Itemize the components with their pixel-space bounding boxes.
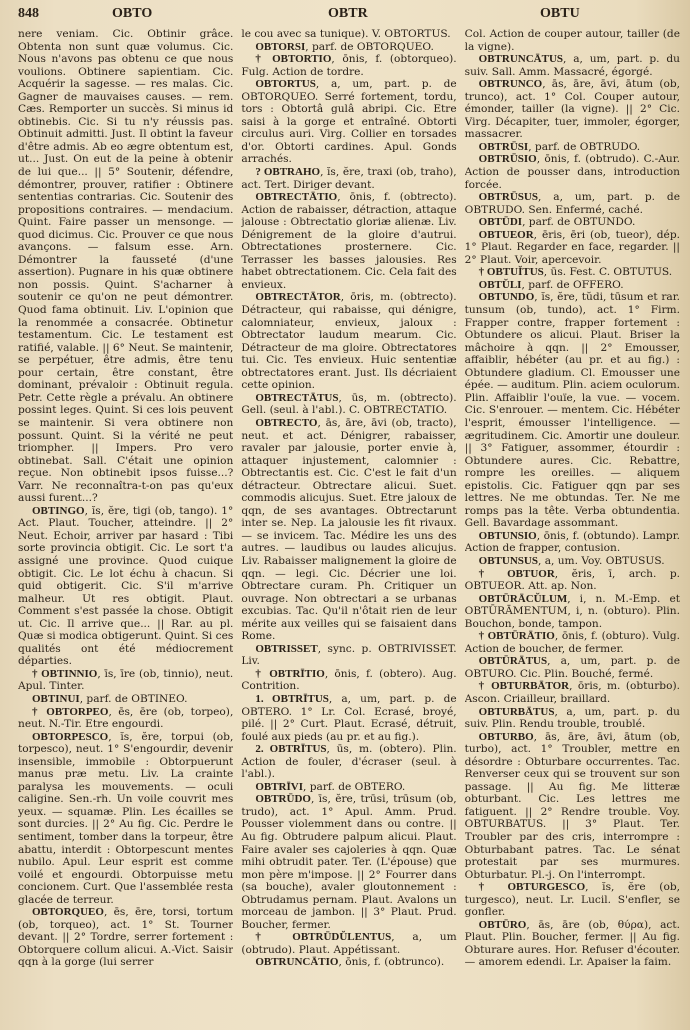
page-header xyxy=(0,0,690,28)
entry-headword: OBTŪDI xyxy=(478,216,523,229)
entry-definition: nere veniam. Cic. Obtinir grâce. Obtenta non sunt quæ volumus. Cic. Nous n'avons pas obtenu ce que nous voulions. Obtinere sapientiam. Cic. Acquérir la sagesse. — res malas. Cic. Gagner de mauvaises causes. — rem. Cæs. Remporter un succès. Si minus id obtinebis. Cic. Si tu n'y réussis pas. Obtinuit admitti. Just. Il obtint la faveur d'être admis. Ab eo ægre obtentum est, ut... Just. On eut de la peine à obtenir de lui que... || 5° Soutenir, défendre, démontrer, prouver, ratifier : Obtinere sententias contrarias. Cic. Soutenir des propositions contraires. — mendacium. Quint. Faire passer un mensonge. — quod dicimus. Cic. Prouver ce que nous avançons. — falsum esse. Arn. Démontrer la fausseté (d'une assertion). Pugnare in his quæ obtinere non possis. Quint. S'acharner à soutenir ce qu'on ne peut démontrer. Quod fama obtinuit. Liv. L'opinion que la renommée a consacrée. Obtinetur testamentum. Cic. Le testament est ratifié, valable. || 6° Neut. Se maintenir, se perpétuer, être admis, être tenu pour certain, être constant, être dominant, prévaloir : Obtinuit regula. Petr. Cette règle a prévalu. An obtinere possint leges. Quint. Si ces lois peuvent se maintenir. Si vera obtinere non possunt. Quint. Si la vérité ne peut triompher. || Impers. Pro vero obtinebat. Sall. C'était une opinion reçue. Non obtinebit ipsos fuisse...? Varr. Ne reconnaîtra-t-on pas qu'eux aussi furent...? xyxy=(18,28,234,505)
entry-definition: , ās, āre, āvi, ātum (ob, trunco), act. 1° Col. Couper autour, émonder, tailler (la vigne). || 2° Cic. Virg. Décapiter, tuer, immoler, égorger, massacrer. xyxy=(464,78,680,141)
dictionary-entry xyxy=(241,53,456,78)
entry-headword: OBTRECTĀTOR xyxy=(255,291,341,304)
dictionary-entry xyxy=(241,191,456,291)
entry-headword: † OBTORTIO xyxy=(255,53,332,66)
entry-definition: , ēs, ēre, torsi, tortum (ob, torqueo), act. 1° St. Tourner devant. || 2° Tordre, serrer fortement : Obtorquere collum alicui. A.-Vict. Saisir qqn à la gorge (lui serrer xyxy=(18,906,234,969)
entry-headword: † OBTURBĀTOR xyxy=(478,680,570,693)
dictionary-entry xyxy=(241,41,456,54)
page-number: 848 xyxy=(18,6,39,21)
entry-definition: le cou avec sa tunique). V. OBTORTUS. xyxy=(241,28,451,40)
entry-definition: , parf. de OBTRUDO. xyxy=(528,140,641,153)
dictionary-entry xyxy=(465,291,680,529)
dictionary-entry xyxy=(465,266,680,279)
dictionary-entry xyxy=(18,668,233,693)
dictionary-entry xyxy=(241,931,456,956)
entry-definition: , ĭs, ĕre (ob, turgesco), neut. Lr. Lucil. S'enfler, se gonfler. xyxy=(464,881,680,919)
entry-headword: † OBTŪRĀTIO xyxy=(478,630,555,643)
entry-headword: OBTORQUEO xyxy=(32,906,104,919)
dictionary-entry xyxy=(241,781,456,794)
entry-definition: , ĭs, ĕre, traxi (ob, traho), act. Tert. Diriger devant. xyxy=(241,166,457,191)
dictionary-entry xyxy=(465,153,680,191)
dictionary-entry xyxy=(18,706,233,731)
entry-definition: , a, um, part. p. du suiv. Plin. Rendu trouble, troublé. xyxy=(464,705,680,731)
entry-headword: † OBTINNIO xyxy=(32,667,98,680)
entry-headword: OBTRECTĀTIO xyxy=(255,191,338,204)
dictionary-entry xyxy=(465,593,680,631)
entry-definition: , ōnis, f. (obtorqueo). Fulg. Action de tordre. xyxy=(241,53,457,78)
entry-headword: OBTRĪVI xyxy=(255,780,304,793)
entry-definition: , a, um (obtrudo). Plaut. Appétissant. xyxy=(241,931,457,956)
entry-definition: , ōris, m. (obturbo). Ascon. Criailleur, braillard. xyxy=(464,680,680,705)
entry-headword: † OBTURGESCO xyxy=(478,881,586,894)
column-right xyxy=(465,28,680,1022)
dictionary-entry xyxy=(241,956,456,969)
entry-definition: , ūs. Fest. C. OBTUTUS. xyxy=(543,266,673,279)
entry-definition: , ōris, m. (obtrecto). Détracteur, qui rabaisse, qui dénigre, calomniateur, envieux, jaloux : Obtrectator laudum mearum. Cic. Détracteur de ma gloire. Obtrectatores tui. Cic. Tes envieux. Huic sententiæ obtrectatores erant. Just. Ils décriaient cette opinion. xyxy=(241,291,457,392)
entry-definition: , ūs, m. (obtero). Plin. Action de fouler, d'écraser (seul. à l'abl.). xyxy=(241,743,457,781)
entry-definition: , a, um, part. p. de OBTRUDO. Sen. Enfermé, caché. xyxy=(464,191,680,216)
entry-headword: OBTINUI xyxy=(32,692,80,705)
dictionary-entry xyxy=(465,28,680,53)
entry-definition: , ōnis, f. (obtundo). Lampr. Action de frapper, contusion. xyxy=(464,529,680,555)
dictionary-entry xyxy=(18,906,233,969)
entry-headword: 2. OBTRĪTUS xyxy=(255,743,327,756)
dictionary-entry xyxy=(465,630,680,655)
dictionary-entry xyxy=(465,731,680,882)
guide-word-middle: OBTR xyxy=(328,6,368,21)
dictionary-entry xyxy=(241,668,456,693)
dictionary-entry xyxy=(465,881,680,919)
entry-definition: , ōnis, f. (obtrecto). Action de rabaisser, détraction, attaque jalouse : Obtrectatio gloriæ alienæ. Liv. Dénigrement de la gloire d'autrui. Obtrectationes prosternere. Cic. Terrasser les basses jalousies. Res habet obtrectationem. Cic. Cela fait des envieux. xyxy=(241,191,457,291)
entry-headword: OBTUNSIO xyxy=(478,529,537,542)
entry-headword: † OBTRĪTIO xyxy=(255,667,325,680)
entry-headword: OBTUNDO xyxy=(478,291,535,304)
entry-definition: , ōnis, f. (obturo). Vulg. Action de boucher, de fermer. xyxy=(464,630,680,655)
entry-definition: Col. Action de couper autour, tailler (de la vigne). xyxy=(464,28,680,53)
guide-word-left: OBTO xyxy=(112,6,153,21)
entry-headword: OBTRECTĀTUS xyxy=(255,391,339,404)
dictionary-entry xyxy=(241,793,456,931)
dictionary-entry xyxy=(241,693,456,743)
entry-definition: , ēs, ēre (ob, torpeo), neut. N.-Tir. Etre engourdi. xyxy=(18,705,234,731)
entry-definition: , parf. de OBTUNDO. xyxy=(522,216,636,229)
dictionary-entry xyxy=(465,53,680,78)
entry-headword: OBTRŪSIO xyxy=(478,153,537,166)
entry-definition: , ōnis, f. (obtrunco). xyxy=(338,956,445,969)
text-columns xyxy=(18,28,680,1022)
entry-definition: , ĭs, ĕre, tŭdi, tūsum et rar. tunsum (ob, tundo), act. 1° Firm. Frapper contre, frapper fortement : Obtundere os alicui. Plaut. Briser la mâchoire à qqn. || 2° Emousser, affaiblir, hébéter (au pr. et au fig.) : Obtundere gladium. Cl. Emousser une épée. — auditum. Plin. aciem oculorum. Plin. Affaiblir l'ouïe, la vue. — vocem. Cic. S'enrouer. — mentem. Cic. Hébéter l'esprit, émousser l'intelligence. — ægritudinem. Cic. Amortir une douleur. || 3° Fatiguer, assommer, étourdir : Obtundere aures. Cic. Rebattre, rompre les oreilles. — aliquem epistolis. Cic. Fatiguer qqn par ses lettres. Ne me obtundas. Ter. Ne me romps pas la tête. Verba obtundentia. Gell. Bavardage assommant. xyxy=(464,291,680,530)
column-left xyxy=(18,28,233,1022)
dictionary-entry xyxy=(465,655,680,680)
dictionary-entry xyxy=(465,141,680,154)
dictionary-entry xyxy=(465,555,680,568)
entry-definition: , parf. de OBTORQUEO. xyxy=(305,40,434,53)
entry-definition: , i, n. M.-Emp. et OBTŪRĀMENTUM, i, n. (obturo). Plin. Bouchon, bonde, tampon. xyxy=(464,592,680,630)
dictionary-entry xyxy=(241,28,456,41)
entry-headword: 1. OBTRĪTUS xyxy=(255,692,329,705)
dictionary-entry xyxy=(465,680,680,705)
entry-headword: OBTŬLI xyxy=(478,278,522,291)
entry-definition: , īs, ĕre, trūsi, trūsum (ob, trudo), act. 1° Apul. Amm. Prud. Pousser violemment dans ou contre. || Au fig. Obtrudere palpum alicui. Plaut. Faire avaler ses cajoleries à qqn. Quæ mihi obtrudit pater. Ter. (L'épouse) que mon père m'impose. || 2° Fourrer dans (sa bouche), avaler gloutonnement : Obtrudamus pernam. Plaut. Avalons un morceau de jambon. || 3° Plaut. Prud. Boucher, fermer. xyxy=(241,793,457,931)
entry-headword: OBTORTUS xyxy=(255,78,316,91)
guide-word-right: OBTU xyxy=(540,6,580,21)
entry-definition: , īs, īre (ob, tinnio), neut. Apul. Tinter. xyxy=(18,667,234,693)
dictionary-entry xyxy=(241,417,456,643)
dictionary-entry xyxy=(241,743,456,781)
entry-headword: OBTURBO xyxy=(478,730,534,743)
entry-definition: , ĭs, ĕre, tigi (ob, tango). 1° Act. Plaut. Toucher, atteindre. || 2° Neut. Echoir, arriver par hasard : Tibi sorte provincia obtigit. Cic. Le sort t'a assigné une province. Quod cuique obtigit. Cic. Le lot échu à chacun. Si quid obtigerit. Cic. S'il m'arrive malheur. Ut res obtigit. Plaut. Comment s'est passée la chose. Obtigit ut. Cic. Il arrive que... || Rar. au pl. Quæ si modica obtigerunt. Quint. Si ces qualités ont été médiocrement départies. xyxy=(18,504,234,668)
entry-definition: , ās, āre, āvi (ob, tracto), neut. et act. Dénigrer, rabaisser, ravaler par jalousie, porter envie à, attaquer injustement, calomnier : Obtrectantis est. Cic. C'est le fait d'un détracteur. Obtrectare alicui. Suet. commodis alicujus. Suet. Etre jaloux de qqn, de ses avantages. Obtrectarunt inter se. Nep. La jalousie les fit rivaux. — se invicem. Tac. Médire les uns des autres. — laudibus ou laudes alicujus. Liv. Rabaisser malignement la gloire de qqn. — legi. Cic. Décrier une loi. Obtrectare curam. Ph. Critiquer un ouvrage. Non obtrectari a se urbanas excubias. Tac. Qu'il n'ôtait rien de leur mérite aux veilles qui se faisaient dans Rome. xyxy=(241,416,457,643)
dictionary-entry xyxy=(18,693,233,706)
entry-headword: OBTŪRO xyxy=(478,918,527,931)
entry-definition: , sync. p. OBTRIVISSET. Liv. xyxy=(241,642,457,668)
entry-headword: † OBTORPEO xyxy=(32,705,109,718)
dictionary-entry xyxy=(465,530,680,555)
dictionary-entry xyxy=(241,643,456,668)
dictionary-entry xyxy=(465,191,680,216)
dictionary-entry xyxy=(241,166,456,191)
entry-headword: OBTRUNCĀTUS xyxy=(478,53,564,66)
dictionary-entry xyxy=(18,28,233,505)
entry-headword: † OBTUOR xyxy=(478,567,555,580)
entry-headword: OBTRISSET xyxy=(255,642,318,655)
dictionary-entry xyxy=(465,229,680,267)
entry-headword: OBTUEOR xyxy=(478,228,534,241)
entry-headword: OBTRECTO xyxy=(255,416,318,429)
dictionary-entry xyxy=(465,78,680,141)
entry-headword: OBTORPESCO xyxy=(32,730,109,743)
dictionary-entry xyxy=(241,392,456,417)
entry-headword: † OBTRŪDŬLENTUS xyxy=(255,931,392,944)
entry-definition: , ās, āre (ob, θύρα), act. Plaut. Plin. Boucher, fermer. || Au fig. Obturare aures. Hor. Refuser d'écouter. — amorem edendi. Lr. Apaiser la faim. xyxy=(464,918,680,969)
entry-headword: OBTRUNCĀTIO xyxy=(255,956,339,969)
entry-definition: , ĕris, ī, arch. p. OBTUEOR. Att. ap. Non. xyxy=(464,567,680,593)
entry-definition: , a, um, part. p. du suiv. Sall. Amm. Massacré, égorgé. xyxy=(464,53,680,78)
entry-headword: OBTRŪSI xyxy=(478,140,529,153)
entry-definition: , parf. de OFFERO. xyxy=(521,278,624,291)
entry-definition: , a, um, part. p. de OBTERO. 1° Lr. Col. Ecrasé, broyé, pilé. || 2° Curt. Plaut. Ecrasé, détruit, foulé aux pieds (au pr. et au fig.). xyxy=(241,692,457,743)
entry-headword: OBTŪRĀTUS xyxy=(478,655,548,668)
entry-definition: , ēris, ēri (ob, tueor), dép. 1° Plaut. Regarder en face, regarder. || 2° Plaut. Voir, apercevoir. xyxy=(464,228,680,266)
entry-headword: OBTINGO xyxy=(32,504,85,517)
entry-definition: , ūs, m. (obtrecto). Gell. (seul. à l'abl.). C. OBTRECTATIO. xyxy=(241,391,457,417)
dictionary-entry xyxy=(465,706,680,731)
entry-headword: OBTRŪDO xyxy=(255,793,311,806)
dictionary-entry xyxy=(18,731,233,907)
dictionary-entry xyxy=(241,291,456,391)
entry-headword: OBTŪRĀCŬLUM xyxy=(478,592,568,605)
entry-headword: OBTUNSUS xyxy=(478,554,538,567)
entry-headword: ? OBTRAHO xyxy=(255,166,321,179)
entry-definition: , parf. de OBTERO. xyxy=(303,780,406,793)
entry-definition: , parf. de OBTINEO. xyxy=(79,692,188,705)
entry-headword: OBTRŪSUS xyxy=(478,191,538,204)
dictionary-entry xyxy=(465,216,680,229)
entry-definition: , a, um. Voy. OBTUSUS. xyxy=(537,554,665,567)
dictionary-entry xyxy=(241,78,456,166)
dictionary-entry xyxy=(18,505,233,668)
entry-headword: OBTURBĀTUS xyxy=(478,705,555,718)
dictionary-entry xyxy=(465,568,680,593)
dictionary-entry xyxy=(465,279,680,292)
entry-definition: , ĭs, ĕre, torpui (ob, torpesco), neut. 1° S'engourdir, devenir insensible, immobile : Obtorpuerunt manus præ metu. Liv. La crainte paralysa les mouvements. — oculi caligine. Sen.-rh. Un voile couvrit mes yeux. — squamæ. Plin. Les écailles se sont durcies. || 2° Au fig. Cic. Perdre le sentiment, tomber dans la torpeur, être abattu, interdit : Obtorpescunt mentes nubilo. Apul. Leur esprit est comme voilé et engourdi. Obtorpuisse metu concionem. Curt. Que l'assemblée resta glacée de terreur. xyxy=(18,730,234,906)
entry-definition: , ōnis, f. (obtrudo). C.-Aur. Action de pousser dans, introduction forcée. xyxy=(464,153,680,191)
entry-definition: , a, um, part. p. de OBTURO. Cic. Plin. Bouché, fermé. xyxy=(464,655,680,680)
entry-headword: OBTRUNCO xyxy=(478,78,543,91)
entry-headword: † OBTUĬTUS xyxy=(478,266,544,279)
entry-definition: , ās, āre, āvi, ātum (ob, turbo), act. 1° Troubler, mettre en désordre : Obturbare occurrentes. Tac. Renverser ceux qui se trouvent sur son passage. || Au fig. Me litteræ obturbant. Cic. Les lettres me fatiguent. || 2° Rendre trouble. Voy. OBTURBATUS. || 3° Plaut. Ter. Troubler par des cris, interrompre : Obturbabant patres. Tac. Le sénat protestait par ses murmures. Obturbatur. Pl.-j. On l'interrompt. xyxy=(464,730,680,881)
column-middle xyxy=(241,28,456,1022)
entry-headword: OBTORSI xyxy=(255,40,306,53)
entry-definition: , a, um, part. p. de OBTORQUEO. Serré fortement, tordu, tors : Obtortâ gulâ abripi. Cic. Etre saisi à la gorge et entraîné. Obtorti circulus auri. Virg. Collier en torsades d'or. Obtorti cardines. Apul. Gonds arrachés. xyxy=(241,78,457,166)
entry-definition: , ōnis, f. (obtero). Aug. Contrition. xyxy=(241,667,457,693)
dictionary-entry xyxy=(465,919,680,969)
